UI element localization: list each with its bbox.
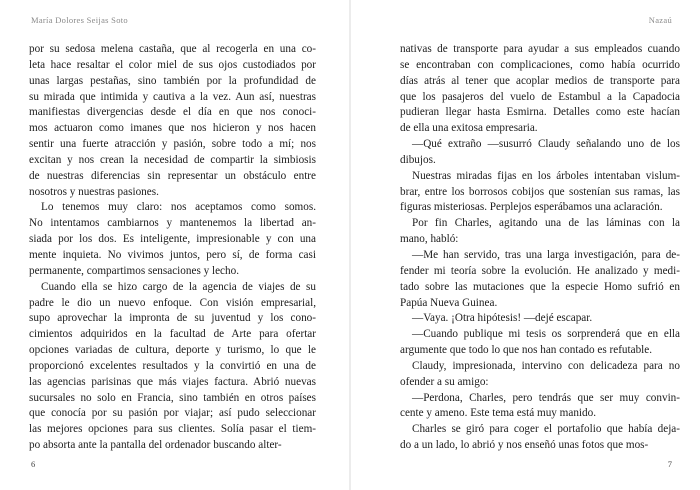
text-line: No intentamos cambiarnos y mantenemos la libertad an- bbox=[29, 217, 316, 230]
text-line: supo aprovechar la impronta de su juventud y los cono- bbox=[29, 312, 316, 325]
text-line: brar, entre los borrosos cobijos que sostenían sus ramas, las bbox=[400, 185, 680, 198]
text-line: sucursales no solo en Francia, sino también en otros países bbox=[29, 391, 316, 404]
text-line: su mirada que intimida y cautiva a la vez. Aun así, nuestras bbox=[29, 90, 316, 103]
text-line: Claudy, impresionada, intervino con delicadeza para no bbox=[412, 359, 680, 372]
text-line: cimientos adquiridos en la facultad de Arte para ofertar bbox=[29, 328, 316, 341]
text-line: Charles se giró para coger el portafolio que había deja- bbox=[412, 423, 680, 436]
text-line: ofender a su amigo: bbox=[400, 375, 489, 388]
left-page-body bbox=[29, 42, 316, 454]
text-line: Cuando ella se hizo cargo de la agencia de viajes de su bbox=[41, 280, 316, 293]
text-line: sentir una fuerte atracción y pasión, sobre todo a mí; nos bbox=[29, 138, 316, 151]
text-line: se encontraban con complicaciones, como había ocurrido bbox=[400, 58, 680, 71]
text-line: unas largas pestañas, sino también por la profundidad de bbox=[29, 74, 316, 87]
text-line: por su sedosa melena castaña, que al recogerla en una co- bbox=[29, 43, 316, 55]
text-line: —Vaya. ¡Otra hipótesis! —dejé escapar. bbox=[412, 312, 593, 325]
text-line: nativas de transporte para ayudar a sus empleados cuando bbox=[400, 43, 680, 55]
text-line: po absorta ante la pantalla del ordenador buscando alter- bbox=[29, 439, 282, 452]
text-line: de nuestras diferencias sin representar un obstáculo entre bbox=[29, 169, 316, 182]
text-line: —Qué extraño —susurró Claudy señalando uno de los bbox=[412, 138, 680, 151]
text-line: —Cuando publique mi tesis os sorprenderá que en ella bbox=[412, 328, 680, 341]
text-line: Por fin Charles, agitando una de las láminas con la bbox=[412, 217, 680, 230]
text-line: —Me han servido, tras una larga investigación, para de- bbox=[412, 248, 680, 261]
text-line: opciones variadas de cultura, deporte y turismo, lo que le bbox=[29, 344, 316, 357]
text-line: Nuestras miradas fijas en los árboles intentaban vislum- bbox=[412, 169, 680, 182]
text-line: que conocía por su pasión por viajar; así pudo seleccionar bbox=[29, 407, 316, 420]
right-page bbox=[350, 0, 700, 490]
page-number: 7 bbox=[667, 459, 672, 469]
text-line: mano, habló: bbox=[400, 233, 459, 246]
text-line: de ella una exitosa empresaria. bbox=[400, 122, 538, 135]
text-line: que los pasajeros del vuelo de Estambul a la Capadocia bbox=[400, 90, 680, 103]
text-line: permanente, compartimos sensaciones y lecho. bbox=[29, 264, 240, 277]
page-number: 6 bbox=[31, 459, 36, 469]
text-line: figuras misteriosas. Perplejos esperábamos una aclaración. bbox=[400, 201, 663, 214]
text-line: las agencias parisinas que más viajes factura. Abrió nuevas bbox=[29, 375, 316, 388]
text-line: excitan y nos crean la necesidad de compartir la simbiosis bbox=[29, 153, 316, 166]
text-line: Papúa Nueva Guinea. bbox=[400, 296, 498, 309]
text-line: tado sobre las mutaciones que la especie Homo sufrió en bbox=[400, 280, 680, 293]
right-page-body bbox=[400, 42, 680, 454]
running-head-author: María Dolores Seijas Soto bbox=[31, 15, 128, 25]
text-line: dibujos. bbox=[400, 153, 436, 166]
text-line: argumente que todo lo que nos han contado es refutable. bbox=[400, 344, 653, 357]
text-line: las mejores opciones para sus clientes. Solía pasar el tiem- bbox=[29, 423, 316, 436]
text-line: do a un lado, lo abrió y nos enseñó unas fotos que mos- bbox=[400, 439, 649, 452]
text-line: cente y ameno. Este tema está muy manido. bbox=[400, 407, 597, 420]
text-line: Lo tenemos muy claro: nos aceptamos como somos. bbox=[41, 201, 316, 214]
text-line: pudieran llegar hasta Esmirna. Detalles como este hacían bbox=[400, 106, 680, 119]
text-line: leta hace resaltar el color miel de sus ojos custodiados por bbox=[29, 58, 316, 71]
text-line: días atrás al tener que acoplar medios de transporte para bbox=[400, 74, 680, 87]
text-line: mente inquieta. No vivimos juntos, pero sí, de forma casi bbox=[29, 248, 316, 261]
running-head-title: Nazaú bbox=[648, 15, 672, 25]
text-line: proporcionó excelentes resultados y la convirtió en una de bbox=[29, 359, 316, 372]
text-line: fender mi teoría sobre la evolución. He analizado y medi- bbox=[400, 264, 680, 277]
text-line: manifiestas divergencias desde el día en que nos conoci- bbox=[29, 106, 316, 119]
text-line: siada por los dos. Es inteligente, impresionable y con una bbox=[29, 233, 316, 246]
text-line: —Perdona, Charles, pero tendrás que ser muy convin- bbox=[412, 391, 680, 404]
text-line: mos actuaron como imanes que nos hicieron y nos hacen bbox=[29, 122, 316, 135]
text-line: nosotros y nuestras pasiones. bbox=[29, 185, 159, 198]
text-line: padre le dio un nuevo enfoque. Con visión empresarial, bbox=[29, 296, 316, 309]
